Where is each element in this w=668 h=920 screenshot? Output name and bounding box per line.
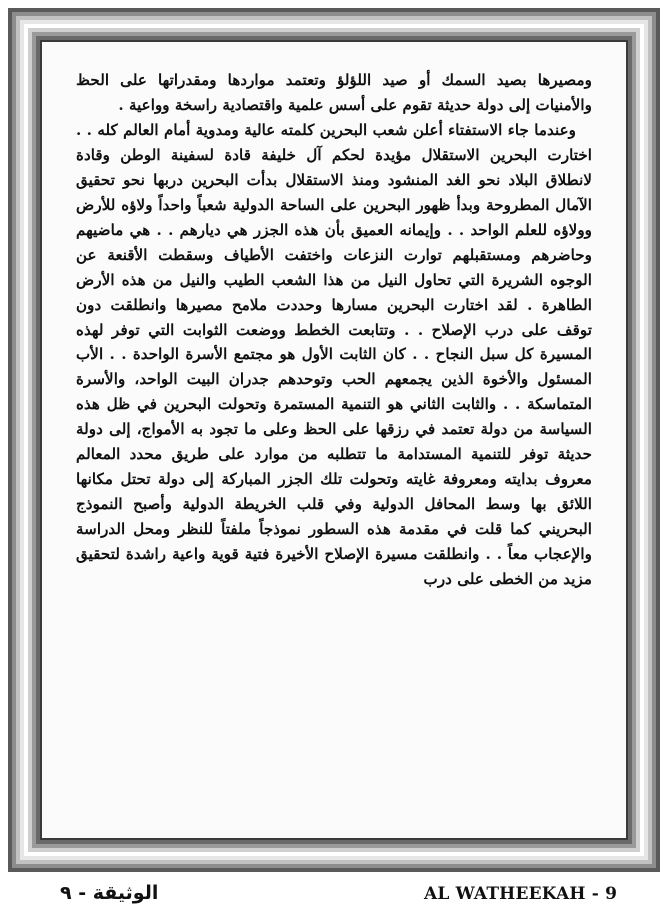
footer-arabic-page-label: الوثيقة - ٩ (60, 882, 159, 904)
article-paragraph: ومصيرها بصيد السمك أو صيد اللؤلؤ وتعتمد مواردها ومقدراتها على الحظ والأمنيات إلى دولة حديثة تقوم على أسس علمية واقتصادية راسخة وواعية . (76, 71, 592, 114)
decorative-page-frame (8, 8, 660, 872)
page-footer (0, 872, 668, 920)
article-body (76, 68, 592, 592)
article-text-box (42, 42, 626, 838)
article-paragraph: وعندما جاء الاستفتاء أعلن شعب البحرين كلمته عالية ومدوية أمام العالم كله . . اختارت البحرين الاستقلال مؤيدة لحكم آل خليفة قادة لسفينة الوطن وقادة لانطلاق البلاد نحو الغد المنشود ومنذ الاستقلال بدأت البحرين دربها نحو تحقيق الآمال المطروحة وبدأ ظهور البحرين على الساحة الدولية شعباً واحداً ولاؤه للأرض وولاؤه للعلم الواحد . . وإيمانه العميق بأن هذه الجزر هي ديارهم . . هي ماضيهم وحاضرهم ومستقبلهم توارت النزعات واختفت الأطياف وسقطت الأقنعة عن الوجوه الشريرة التي تحاول النيل من هذا الشعب الطيب والنيل من هذه الأرض الطاهرة . لقد اختارت البحرين مسارها وحددت ملامح مصيرها وانطلقت دون توقف على درب الإصلاح . . وتتابعت الخطط ووضعت الثوابت التي توفر لهذه المسيرة كل سبل النجاح . . كان الثابت الأول هو مجتمع الأسرة الواحدة . . الأب المسئول والأخوة الذين يجمعهم الحب وتوحدهم جدران البيت الواحد، والأسرة المتماسكة . . والثابت الثاني هو التنمية المستمرة وتحولت البحرين في ظل هذه السياسة من دولة تعتمد في رزقها على الحظ وعلى ما تجود به الأمواج، إلى دولة حديثة توفر للتنمية المستدامة ما تتطلبه من موارد على طريق محدد المعالم معروف بدايته ومعروفة غايته وتحولت تلك الجزر المباركة إلى دولة تحتل مكانها اللائق بها وسط المحافل الدولية وفي قلب الخريطة الدولية وأصبح النموذج البحريني كما قلت في مقدمة هذه السطور نموذجاً ملفتاً للنظر ومحل الدراسة والإعجاب معاً . . وانطلقت مسيرة الإصلاح الأخيرة فتية قوية واعية راشدة لتحقيق مزيد من الخطى على درب (76, 120, 592, 589)
footer-english-page-label: AL WATHEEKAH - 9 (424, 884, 618, 904)
